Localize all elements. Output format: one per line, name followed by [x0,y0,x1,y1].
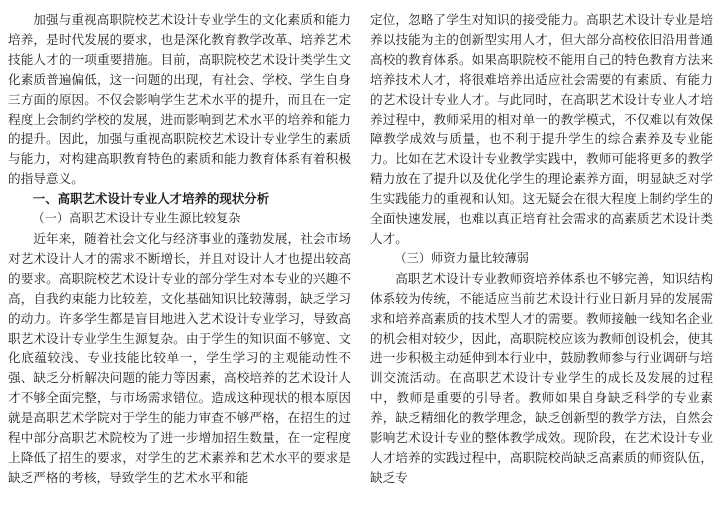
subsection-heading: （三）师资力量比较薄弱 [394,250,530,265]
subsection-heading: （一）高职艺术设计专业生源比较复杂 [32,211,241,226]
left-column [8,10,351,488]
body-paragraph: 近年来，随着社会文化与经济事业的蓬勃发展，社会市场对艺术设计人才的需求不断增长，并且对设计人才也提出较高的要求。高职院校艺术设计专业的部分学生对本专业的兴趣不高，自我约束能力比较差，文化基础知识比较薄弱，缺乏学习的动力。许多学生都是盲目地进入艺术设计专业学习，导致高职艺术设计专业学生生源复杂。由于学生的知识面不够宽、文化底蕴较浅、专业技能比较单一，学生学习的主观能动性不强、缺乏分析解决问题的能力等因素，高校培养的艺术设计人才不够全面完整，与市场需求错位。造成这种现状的根本原因就是高职艺术学院对于学生的能力审查不够严格，在招生的过程中部分高职艺术院校为了进一步增加招生数量，在一定程度上降低了招生的要求，对学生的艺术素养和艺术水平的要求是缺乏严格的考核，导致学生的艺术水平和能 [8,230,351,485]
continued-paragraph: 定位，忽略了学生对知识的接受能力。高职艺术设计专业是培养以技能为主的创新型实用人才，但大部分高校依旧沿用普通高校的教育体系。如果高职院校不能用自己的特色教育方法来培养技术人才，将很难培养出适应社会需要的有素质、有能力的艺术设计专业人才。与此同时，在高职艺术设计专业人才培养过程中，教师采用的相对单一的教学模式，不仅难以有效保障教学成效与质量，也不利于提升学生的综合素养及专业能力。比如在艺术设计专业教学实践中，教师可能将更多的教学精力放在了提升以及优化学生的理论素养方面，明显缺乏对学生实践能力的重视和认知。这无疑会在很大程度上制约学生的全面快速发展，也难以真正培育社会需求的高素质艺术设计类人才。 [370,12,713,246]
section-heading: 一、高职艺术设计专业人才培养的现状分析 [32,191,270,207]
body-paragraph: 高职艺术设计专业教师资培养体系也不够完善，知识结构体系较为传统，不能适应当前艺术设计行业日新月异的发展需求和培养高素质的技术型人才的需要。教师接触一线知名企业的机会相对较少，因此，高职院校应该为教师创设机会，使其进一步积极主动延伸到本行业中，鼓励教师参与行业调研与培训交流活动。在高职艺术设计专业学生的成长及发展的过程中，教师是重要的引导者。教师如果自身缺乏科学的专业素养，缺乏精细化的教学理念，缺乏创新型的教学方法，自然会影响艺术设计专业的整体教学成效。现阶段，在艺术设计专业人才培养的实践过程中，高职院校尚缺乏高素质的师资队伍，缺乏专 [370,270,713,485]
right-column [370,10,713,488]
two-column-body [8,10,713,488]
intro-paragraph: 加强与重视高职院校艺术设计专业学生的文化素质和能力培养，是时代发展的要求，也是深化教育教学改革、培养艺术技能人才的一项重要措施。目前，高职院校艺术设计类学生文化素质普遍偏低，这一问题的出现，有社会、学校、学生自身三方面的原因。不仅会影响学生艺术水平的提升，而且在一定程度上会制约学校的发展，进而影响到艺术水平的培养和能力的提升。因此，加强与重视高职院校艺术设计专业学生的素质与能力，对构建高职教育特色的素质和能力教育体系有着积极的指导意义。 [8,12,351,187]
